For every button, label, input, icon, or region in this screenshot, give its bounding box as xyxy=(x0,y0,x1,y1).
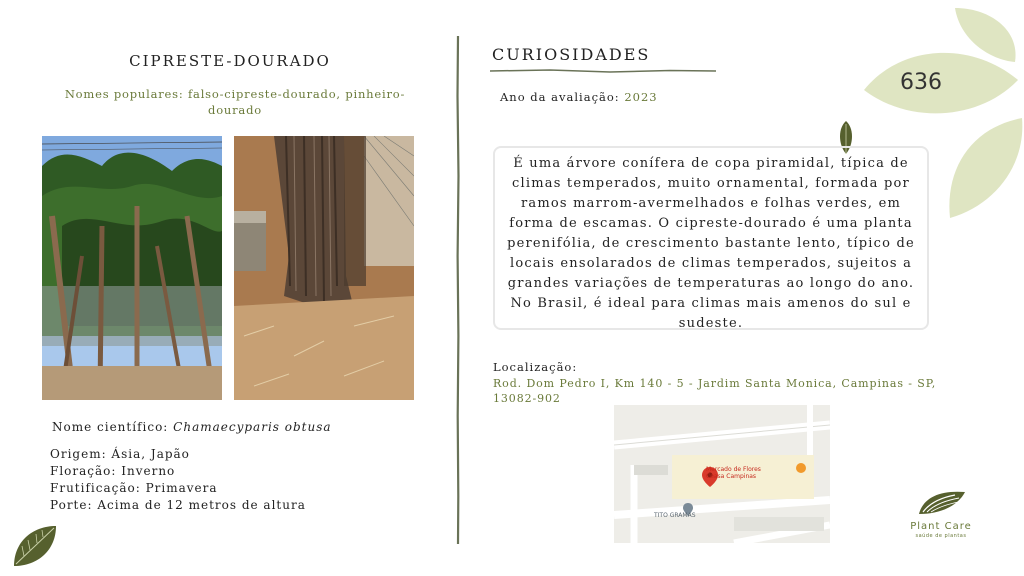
scientific-name: Chamaecyparis obtusa xyxy=(173,420,332,434)
scientific-name-label: Nome científico: xyxy=(52,420,169,434)
scientific-name-line xyxy=(52,420,332,434)
brand-tagline: saúde de plantas xyxy=(915,533,967,539)
location-address: Rod. Dom Pedro I, Km 140 - 5 - Jardim Santa Monica, Campinas - SP, 13082-902 xyxy=(493,377,937,405)
bottom-leaf-icon xyxy=(10,522,60,570)
fact-origin: Origem: Ásia, Japão xyxy=(50,447,190,461)
evaluation-year xyxy=(500,90,658,104)
title-underline xyxy=(490,68,716,74)
photo-trunk xyxy=(234,136,414,400)
description-box: É uma árvore conífera de copa piramidal, típica de climas temperados, muito ornamental, formada por ramos marrom-avermelhados e folhas verdes, em forma de escamas. O cipreste-dourado é uma planta perenifólia, de crescimento bastante lento, típico de locais ensolarados de climas temperados, sujeitos a grandes variações de temperaturas ao longo do ano. No Brasil, é ideal para climas mais amenos do sul e sudeste. xyxy=(493,146,929,330)
photo-trees xyxy=(42,136,222,400)
plant-care-logo-icon xyxy=(915,488,969,518)
popular-names: Nomes populares: falso-cipreste-dourado, pinheiro-dourado xyxy=(64,87,406,117)
location-label: Localização: xyxy=(493,360,578,374)
year-value: 2023 xyxy=(624,90,658,104)
brand-name: Plant Care xyxy=(910,521,972,532)
map-street-label: TITO GRAMAS xyxy=(654,512,696,519)
year-label: Ano da avaliação: xyxy=(500,90,620,104)
fact-flowering: Floração: Inverno xyxy=(50,464,176,478)
column-divider xyxy=(455,36,461,544)
location-map[interactable] xyxy=(614,405,830,543)
fact-size: Porte: Acima de 12 metros de altura xyxy=(50,498,306,512)
map-marker-label: Mercado de Flores Ceasa Campinas xyxy=(706,466,761,480)
badge-number: 636 xyxy=(900,70,942,95)
food-pin-icon xyxy=(796,463,806,473)
plant-facts xyxy=(50,446,306,514)
section-title: CURIOSIDADES xyxy=(492,45,651,64)
fact-fruiting: Frutificação: Primavera xyxy=(50,481,218,495)
plant-title: CIPRESTE-DOURADO xyxy=(129,52,331,70)
